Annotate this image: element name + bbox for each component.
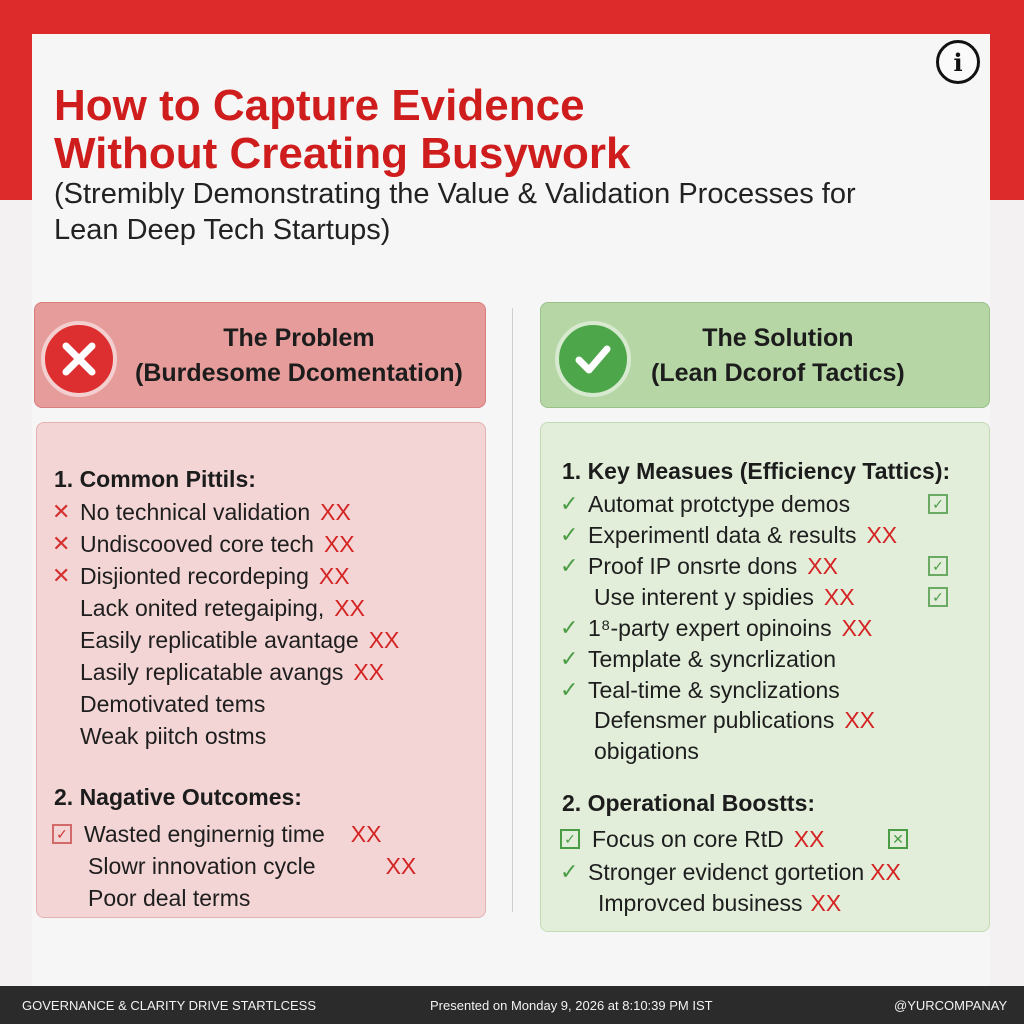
footer-center-text: Presented on Monday 9, 2026 at 8:10:39 PM IST	[430, 998, 713, 1013]
list-item-text: Defensmer publications	[594, 706, 835, 733]
list-item-text: Disjionted recordeping	[80, 562, 309, 589]
list-item-text: Focus on core RtD	[592, 825, 784, 852]
list-item-text: obigations	[594, 737, 699, 764]
list-item	[560, 674, 850, 706]
list-item-text: Stronger evidenct gortetion	[588, 858, 865, 885]
flag-text: XX	[323, 530, 355, 557]
problem-section-2-title: 2. Nagative Outcomes:	[54, 784, 302, 810]
list-item-text: Demotivated tems	[80, 690, 266, 717]
list-item	[560, 643, 846, 675]
check-icon: ✓	[560, 522, 579, 547]
solution-section-2-title: 2. Operational Boostts:	[562, 790, 816, 816]
list-item	[52, 624, 399, 656]
checkbox-x-icon[interactable]: ✕	[888, 829, 908, 849]
list-item	[560, 704, 875, 736]
list-item-text: Poor deal terms	[88, 884, 251, 911]
flag-text: XX	[385, 852, 417, 879]
list-item-text: Proof IP onsrte dons	[588, 552, 798, 579]
flag-text: XX	[318, 562, 350, 589]
list-item	[52, 850, 416, 882]
problem-section-1-title: 1. Common Pittils:	[54, 466, 256, 492]
list-item	[560, 856, 901, 888]
flag-text: XX	[334, 594, 365, 621]
checkmark-icon	[555, 321, 631, 397]
checkbox-icon[interactable]: ✓	[928, 556, 948, 576]
solution-heading-text	[651, 321, 905, 391]
check-icon: ✓	[560, 646, 579, 671]
list-item-text: No technical validation	[80, 498, 311, 525]
subtitle-line-1: (Stremibly Demonstrating the Value & Validation Processes for	[54, 178, 856, 210]
list-item-text: Use interent y spidies	[594, 583, 814, 610]
list-item-text: Teal-time & synclizations	[588, 676, 840, 703]
list-item	[52, 720, 276, 752]
problem-heading-line-1: The Problem	[223, 324, 375, 352]
list-item	[52, 560, 350, 592]
list-item	[560, 581, 855, 613]
x-mark-icon: ✕	[52, 499, 71, 524]
list-item	[52, 818, 381, 850]
list-item-text: Slowr innovation cycle	[88, 852, 316, 879]
problem-heading-line-2: (Burdesome Dcomentation)	[135, 359, 463, 387]
list-item-text: Improvced business	[598, 889, 803, 916]
footer-right-text: @YURCOMPANAY	[894, 998, 1008, 1013]
list-item	[52, 688, 275, 720]
list-item	[560, 519, 897, 551]
x-mark-icon: ✕	[52, 531, 71, 556]
check-icon: ✓	[560, 859, 579, 884]
checkbox-icon[interactable]: ✓	[928, 494, 948, 514]
list-item-text: Lasily replicatable avangs	[80, 658, 344, 685]
list-item-text: Weak piitch ostms	[80, 722, 267, 749]
check-icon: ✓	[560, 553, 579, 578]
list-item	[560, 488, 860, 520]
list-item-text: Wasted enginernig time	[84, 820, 325, 847]
problem-heading	[34, 302, 486, 408]
list-item	[52, 528, 355, 560]
list-item	[560, 823, 824, 855]
flag-text: XX	[810, 889, 842, 916]
flag-text: XX	[350, 820, 382, 847]
info-icon[interactable]: i	[936, 40, 980, 84]
list-item-text: Easily replicatible avantage	[80, 626, 359, 653]
list-item-text: Template & syncrlization	[588, 645, 836, 672]
problem-heading-text	[135, 321, 463, 391]
list-item-text: Experimentl data & results	[588, 521, 857, 548]
flag-text: XX	[793, 825, 825, 852]
title-line-1: How to Capture Evidence	[54, 81, 585, 130]
list-item	[560, 612, 872, 644]
checkbox-icon[interactable]: ✓	[928, 587, 948, 607]
solution-section-1-title: 1. Key Measues (Efficiency Tattics):	[562, 458, 951, 484]
list-item	[52, 496, 351, 528]
check-icon: ✓	[560, 615, 579, 640]
footer-left-text: GOVERNANCE & CLARITY DRIVE STARTLCESS	[22, 998, 317, 1013]
list-item-text: Automat protctype demos	[588, 490, 851, 517]
flag-text: XX	[353, 658, 385, 685]
check-mark-svg	[570, 336, 616, 382]
x-mark-icon: ✕	[52, 563, 71, 588]
check-icon: ✓	[560, 677, 579, 702]
checkbox-icon: ✓	[560, 829, 580, 849]
page-title	[54, 82, 934, 178]
column-divider	[512, 308, 513, 912]
x-mark-svg	[56, 336, 102, 382]
solution-heading-line-1: The Solution	[702, 324, 854, 352]
list-item-text: Lack onited retegaiping,	[80, 594, 325, 621]
list-item	[52, 882, 260, 914]
flag-text: XX	[844, 706, 876, 733]
footer-bar	[0, 986, 1024, 1024]
solution-heading	[540, 302, 990, 408]
subtitle-line-2: Lean Deep Tech Startups)	[54, 214, 391, 246]
list-item	[52, 592, 365, 624]
flag-text: XX	[841, 614, 873, 641]
check-icon: ✓	[560, 491, 579, 516]
flag-text: XX	[368, 626, 400, 653]
flag-text: XX	[870, 858, 901, 885]
list-item	[560, 735, 709, 767]
close-icon	[41, 321, 117, 397]
checkbox-icon: ✓	[52, 824, 72, 844]
page-subtitle	[54, 176, 984, 248]
list-item	[560, 550, 838, 582]
list-item	[52, 656, 384, 688]
flag-text: XX	[823, 583, 855, 610]
list-item-text: 1⁸-party expert opinoins	[588, 614, 832, 641]
flag-text: XX	[866, 521, 898, 548]
flag-text: XX	[807, 552, 838, 579]
solution-heading-line-2: (Lean Dcorof Tactics)	[651, 359, 905, 387]
list-item-text: Undiscooved core tech	[80, 530, 314, 557]
title-line-2: Without Creating Busywork	[54, 129, 631, 178]
list-item	[560, 887, 841, 919]
flag-text: XX	[320, 498, 351, 525]
